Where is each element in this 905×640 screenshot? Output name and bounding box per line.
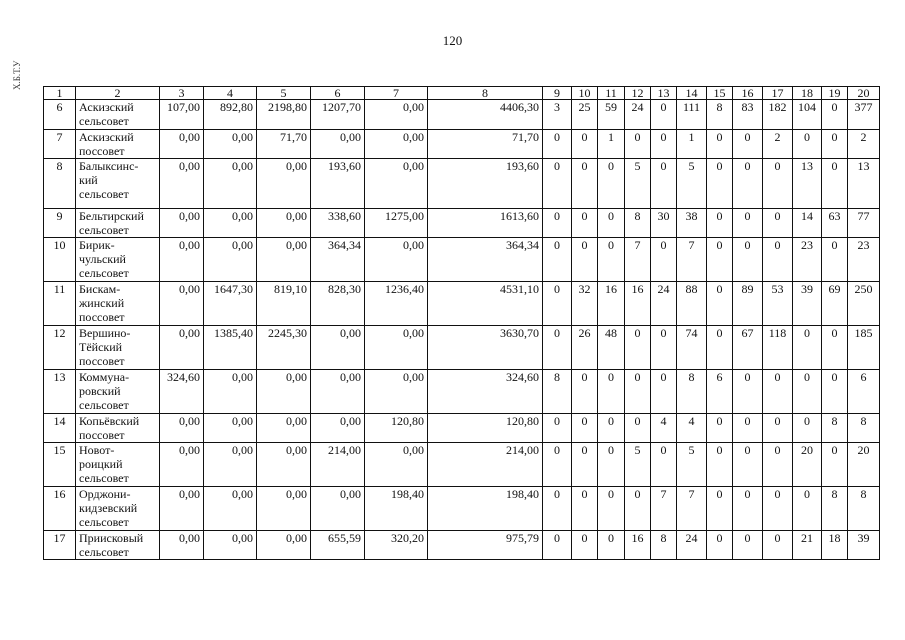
column-number-5: 5 (257, 87, 311, 100)
value-cell: 0,00 (365, 370, 428, 414)
count-cell: 0 (707, 531, 733, 560)
count-cell: 30 (651, 209, 677, 238)
data-table (43, 86, 880, 560)
count-cell: 8 (677, 370, 707, 414)
row-number-cell: 8 (44, 159, 76, 209)
count-cell: 0 (543, 159, 572, 209)
count-cell: 0 (651, 100, 677, 130)
count-cell: 77 (848, 209, 880, 238)
count-cell: 0 (793, 130, 822, 159)
count-cell: 0 (543, 414, 572, 443)
table-row (44, 238, 880, 282)
count-cell: 16 (625, 282, 651, 326)
count-cell: 0 (572, 238, 598, 282)
column-number-4: 4 (204, 87, 257, 100)
count-cell: 0 (651, 238, 677, 282)
table-row (44, 487, 880, 531)
column-number-14: 14 (677, 87, 707, 100)
count-cell: 7 (625, 238, 651, 282)
count-cell: 24 (677, 531, 707, 560)
value-cell: 0,00 (311, 326, 365, 370)
count-cell: 0 (572, 370, 598, 414)
table-row (44, 531, 880, 560)
count-cell: 0 (763, 531, 793, 560)
count-cell: 63 (822, 209, 848, 238)
count-cell: 0 (543, 443, 572, 487)
value-cell: 0,00 (160, 282, 204, 326)
count-cell: 0 (763, 370, 793, 414)
value-cell: 828,30 (311, 282, 365, 326)
value-cell: 193,60 (311, 159, 365, 209)
value-cell: 0,00 (204, 531, 257, 560)
value-cell: 0,00 (204, 370, 257, 414)
value-cell: 0,00 (257, 159, 311, 209)
row-number-cell: 7 (44, 130, 76, 159)
value-cell: 4406,30 (428, 100, 543, 130)
count-cell: 7 (677, 487, 707, 531)
value-cell: 0,00 (365, 100, 428, 130)
count-cell: 0 (822, 130, 848, 159)
count-cell: 0 (707, 238, 733, 282)
value-cell: 0,00 (311, 130, 365, 159)
value-cell: 0,00 (257, 531, 311, 560)
count-cell: 0 (763, 443, 793, 487)
count-cell: 0 (733, 238, 763, 282)
count-cell: 7 (677, 238, 707, 282)
count-cell: 0 (793, 487, 822, 531)
count-cell: 0 (707, 414, 733, 443)
value-cell: 2245,30 (257, 326, 311, 370)
count-cell: 39 (793, 282, 822, 326)
count-cell: 0 (598, 159, 625, 209)
row-number-cell: 9 (44, 209, 76, 238)
value-cell: 107,00 (160, 100, 204, 130)
value-cell: 0,00 (160, 130, 204, 159)
row-number-cell: 13 (44, 370, 76, 414)
count-cell: 8 (822, 414, 848, 443)
count-cell: 0 (707, 209, 733, 238)
value-cell: 0,00 (311, 414, 365, 443)
count-cell: 0 (651, 443, 677, 487)
row-number-cell: 10 (44, 238, 76, 282)
value-cell: 320,20 (365, 531, 428, 560)
count-cell: 8 (543, 370, 572, 414)
value-cell: 0,00 (160, 159, 204, 209)
count-cell: 0 (598, 414, 625, 443)
table-row (44, 414, 880, 443)
count-cell: 0 (572, 130, 598, 159)
table-row (44, 326, 880, 370)
count-cell: 0 (651, 130, 677, 159)
value-cell: 1207,70 (311, 100, 365, 130)
count-cell: 67 (733, 326, 763, 370)
count-cell: 88 (677, 282, 707, 326)
value-cell: 0,00 (365, 443, 428, 487)
table-row (44, 370, 880, 414)
value-cell: 2198,80 (257, 100, 311, 130)
value-cell: 364,34 (428, 238, 543, 282)
settlement-name-cell: Коммуна- ровский сельсовет (76, 370, 160, 414)
count-cell: 0 (707, 443, 733, 487)
count-cell: 1 (598, 130, 625, 159)
value-cell: 0,00 (204, 238, 257, 282)
value-cell: 324,60 (160, 370, 204, 414)
count-cell: 0 (763, 414, 793, 443)
value-cell: 324,60 (428, 370, 543, 414)
count-cell: 0 (572, 531, 598, 560)
count-cell: 6 (848, 370, 880, 414)
value-cell: 4531,10 (428, 282, 543, 326)
count-cell: 13 (848, 159, 880, 209)
row-number-cell: 17 (44, 531, 76, 560)
column-number-19: 19 (822, 87, 848, 100)
column-number-13: 13 (651, 87, 677, 100)
value-cell: 1385,40 (204, 326, 257, 370)
column-number-2: 2 (76, 87, 160, 100)
row-number-cell: 14 (44, 414, 76, 443)
table-header-row (44, 87, 880, 100)
count-cell: 0 (733, 443, 763, 487)
count-cell: 8 (848, 487, 880, 531)
value-cell: 655,59 (311, 531, 365, 560)
count-cell: 6 (707, 370, 733, 414)
value-cell: 0,00 (160, 414, 204, 443)
settlement-name-cell: Копьёвский поссовет (76, 414, 160, 443)
count-cell: 0 (733, 414, 763, 443)
column-number-6: 6 (311, 87, 365, 100)
count-cell: 0 (543, 282, 572, 326)
count-cell: 0 (733, 370, 763, 414)
count-cell: 5 (625, 443, 651, 487)
count-cell: 0 (822, 443, 848, 487)
count-cell: 20 (793, 443, 822, 487)
count-cell: 0 (733, 130, 763, 159)
row-number-cell: 16 (44, 487, 76, 531)
settlement-name-cell: Балыксинс- кий сельсовет (76, 159, 160, 209)
value-cell: 1647,30 (204, 282, 257, 326)
count-cell: 0 (707, 487, 733, 531)
count-cell: 21 (793, 531, 822, 560)
column-number-3: 3 (160, 87, 204, 100)
count-cell: 0 (598, 487, 625, 531)
count-cell: 0 (822, 100, 848, 130)
column-number-20: 20 (848, 87, 880, 100)
count-cell: 59 (598, 100, 625, 130)
value-cell: 0,00 (365, 130, 428, 159)
count-cell: 0 (763, 238, 793, 282)
value-cell: 3630,70 (428, 326, 543, 370)
value-cell: 0,00 (160, 531, 204, 560)
column-number-16: 16 (733, 87, 763, 100)
row-number-cell: 15 (44, 443, 76, 487)
count-cell: 0 (598, 238, 625, 282)
value-cell: 819,10 (257, 282, 311, 326)
count-cell: 8 (707, 100, 733, 130)
margin-mark: Х.Б.Т.У (12, 60, 22, 90)
value-cell: 1275,00 (365, 209, 428, 238)
count-cell: 0 (543, 487, 572, 531)
value-cell: 198,40 (428, 487, 543, 531)
count-cell: 14 (793, 209, 822, 238)
value-cell: 0,00 (204, 159, 257, 209)
count-cell: 0 (572, 414, 598, 443)
settlement-name-cell: Вершино- Тёйский поссовет (76, 326, 160, 370)
value-cell: 0,00 (160, 487, 204, 531)
value-cell: 0,00 (204, 487, 257, 531)
count-cell: 18 (822, 531, 848, 560)
column-number-18: 18 (793, 87, 822, 100)
count-cell: 0 (793, 370, 822, 414)
value-cell: 71,70 (257, 130, 311, 159)
count-cell: 0 (543, 238, 572, 282)
column-number-8: 8 (428, 87, 543, 100)
count-cell: 24 (651, 282, 677, 326)
settlement-name-cell: Приисковый сельсовет (76, 531, 160, 560)
value-cell: 0,00 (257, 370, 311, 414)
count-cell: 250 (848, 282, 880, 326)
count-cell: 0 (822, 370, 848, 414)
value-cell: 364,34 (311, 238, 365, 282)
column-number-17: 17 (763, 87, 793, 100)
value-cell: 0,00 (204, 414, 257, 443)
column-number-10: 10 (572, 87, 598, 100)
count-cell: 0 (707, 130, 733, 159)
count-cell: 8 (822, 487, 848, 531)
row-number-cell: 6 (44, 100, 76, 130)
count-cell: 0 (543, 209, 572, 238)
count-cell: 0 (625, 130, 651, 159)
value-cell: 892,80 (204, 100, 257, 130)
value-cell: 0,00 (160, 238, 204, 282)
count-cell: 0 (733, 209, 763, 238)
count-cell: 3 (543, 100, 572, 130)
count-cell: 182 (763, 100, 793, 130)
value-cell: 975,79 (428, 531, 543, 560)
count-cell: 0 (572, 209, 598, 238)
value-cell: 0,00 (204, 130, 257, 159)
value-cell: 0,00 (311, 487, 365, 531)
count-cell: 8 (848, 414, 880, 443)
count-cell: 0 (543, 130, 572, 159)
count-cell: 0 (572, 443, 598, 487)
column-number-15: 15 (707, 87, 733, 100)
count-cell: 0 (707, 159, 733, 209)
column-number-1: 1 (44, 87, 76, 100)
settlement-name-cell: Бискам- жинский поссовет (76, 282, 160, 326)
value-cell: 0,00 (204, 209, 257, 238)
value-cell: 198,40 (365, 487, 428, 531)
count-cell: 5 (677, 159, 707, 209)
count-cell: 8 (651, 531, 677, 560)
count-cell: 0 (543, 326, 572, 370)
count-cell: 4 (651, 414, 677, 443)
value-cell: 1236,40 (365, 282, 428, 326)
row-number-cell: 12 (44, 326, 76, 370)
count-cell: 377 (848, 100, 880, 130)
count-cell: 13 (793, 159, 822, 209)
count-cell: 53 (763, 282, 793, 326)
settlement-name-cell: Бельтирский сельсовет (76, 209, 160, 238)
row-number-cell: 11 (44, 282, 76, 326)
count-cell: 0 (763, 159, 793, 209)
column-number-11: 11 (598, 87, 625, 100)
count-cell: 0 (651, 326, 677, 370)
value-cell: 120,80 (428, 414, 543, 443)
count-cell: 0 (598, 209, 625, 238)
count-cell: 0 (793, 326, 822, 370)
table-row (44, 159, 880, 209)
count-cell: 74 (677, 326, 707, 370)
count-cell: 69 (822, 282, 848, 326)
count-cell: 0 (598, 370, 625, 414)
count-cell: 24 (625, 100, 651, 130)
table-row (44, 282, 880, 326)
count-cell: 1 (677, 130, 707, 159)
settlement-name-cell: Бирик- чульский сельсовет (76, 238, 160, 282)
count-cell: 2 (848, 130, 880, 159)
value-cell: 71,70 (428, 130, 543, 159)
column-number-7: 7 (365, 87, 428, 100)
count-cell: 0 (707, 282, 733, 326)
count-cell: 0 (793, 414, 822, 443)
count-cell: 16 (598, 282, 625, 326)
count-cell: 0 (651, 370, 677, 414)
count-cell: 0 (625, 370, 651, 414)
count-cell: 0 (733, 531, 763, 560)
count-cell: 48 (598, 326, 625, 370)
column-number-12: 12 (625, 87, 651, 100)
table-row (44, 209, 880, 238)
value-cell: 0,00 (365, 238, 428, 282)
value-cell: 193,60 (428, 159, 543, 209)
count-cell: 7 (651, 487, 677, 531)
count-cell: 104 (793, 100, 822, 130)
value-cell: 0,00 (311, 370, 365, 414)
count-cell: 0 (733, 487, 763, 531)
count-cell: 0 (822, 326, 848, 370)
settlement-name-cell: Новот- роицкий сельсовет (76, 443, 160, 487)
value-cell: 1613,60 (428, 209, 543, 238)
count-cell: 111 (677, 100, 707, 130)
count-cell: 20 (848, 443, 880, 487)
count-cell: 83 (733, 100, 763, 130)
count-cell: 0 (763, 487, 793, 531)
count-cell: 0 (572, 159, 598, 209)
value-cell: 0,00 (365, 326, 428, 370)
count-cell: 0 (543, 531, 572, 560)
count-cell: 0 (763, 209, 793, 238)
count-cell: 8 (625, 209, 651, 238)
count-cell: 0 (598, 443, 625, 487)
value-cell: 0,00 (365, 159, 428, 209)
count-cell: 23 (793, 238, 822, 282)
count-cell: 0 (625, 326, 651, 370)
count-cell: 38 (677, 209, 707, 238)
count-cell: 185 (848, 326, 880, 370)
count-cell: 118 (763, 326, 793, 370)
count-cell: 89 (733, 282, 763, 326)
count-cell: 0 (822, 159, 848, 209)
count-cell: 26 (572, 326, 598, 370)
count-cell: 0 (598, 531, 625, 560)
count-cell: 0 (651, 159, 677, 209)
count-cell: 0 (625, 487, 651, 531)
value-cell: 0,00 (257, 414, 311, 443)
value-cell: 0,00 (257, 443, 311, 487)
count-cell: 23 (848, 238, 880, 282)
count-cell: 5 (625, 159, 651, 209)
count-cell: 4 (677, 414, 707, 443)
table-row (44, 130, 880, 159)
count-cell: 32 (572, 282, 598, 326)
count-cell: 0 (733, 159, 763, 209)
settlement-name-cell: Аскизский сельсовет (76, 100, 160, 130)
value-cell: 214,00 (311, 443, 365, 487)
count-cell: 16 (625, 531, 651, 560)
value-cell: 0,00 (257, 238, 311, 282)
table-row (44, 443, 880, 487)
count-cell: 2 (763, 130, 793, 159)
count-cell: 25 (572, 100, 598, 130)
value-cell: 120,80 (365, 414, 428, 443)
value-cell: 0,00 (257, 487, 311, 531)
value-cell: 0,00 (160, 443, 204, 487)
value-cell: 0,00 (257, 209, 311, 238)
count-cell: 0 (625, 414, 651, 443)
value-cell: 0,00 (160, 209, 204, 238)
value-cell: 0,00 (204, 443, 257, 487)
count-cell: 0 (822, 238, 848, 282)
value-cell: 0,00 (160, 326, 204, 370)
count-cell: 39 (848, 531, 880, 560)
count-cell: 5 (677, 443, 707, 487)
settlement-name-cell: Орджони- кидзевский сельсовет (76, 487, 160, 531)
column-number-9: 9 (543, 87, 572, 100)
settlement-name-cell: Аскизский поссовет (76, 130, 160, 159)
value-cell: 338,60 (311, 209, 365, 238)
value-cell: 214,00 (428, 443, 543, 487)
table-row (44, 100, 880, 130)
count-cell: 0 (572, 487, 598, 531)
count-cell: 0 (707, 326, 733, 370)
page-number: 120 (442, 33, 463, 48)
